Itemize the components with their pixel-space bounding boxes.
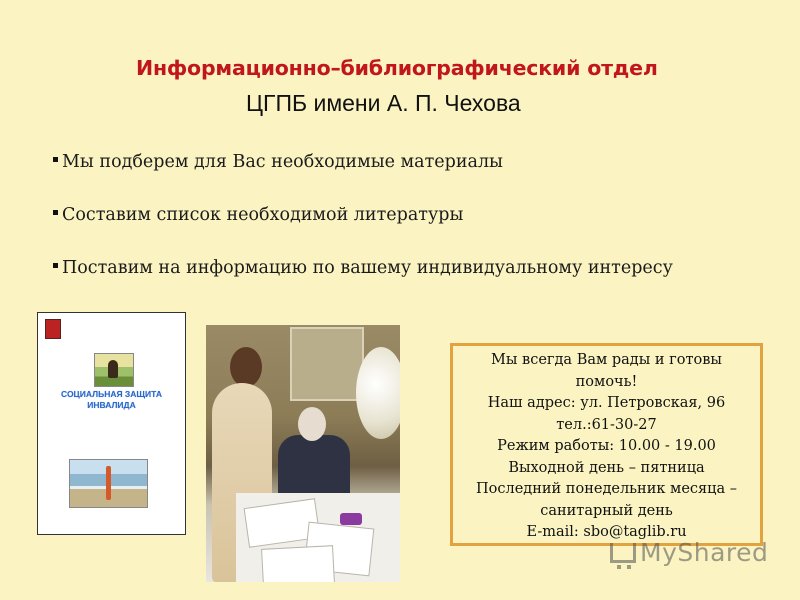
brochure-bottom-photo [69, 459, 148, 508]
address-line: Наш адрес: ул. Петровская, 96 [487, 395, 726, 411]
info-line: Мы всегда Вам рады и готовы [491, 352, 722, 368]
photo-paper [261, 545, 335, 582]
brochure-title [42, 389, 181, 411]
contact-info-box [450, 343, 763, 546]
cart-icon [610, 543, 636, 563]
bullet-item: Составим список необходимой литературы [52, 201, 673, 229]
watermark-text: MyShared [640, 538, 769, 567]
hours-line: Режим работы: 10.00 - 19.00 [497, 438, 716, 454]
phone-line: тел.:61-30-27 [556, 416, 657, 433]
slide-subtitle: ЦГПБ имени А. П. Чехова [246, 90, 521, 116]
info-line: помочь! [575, 373, 638, 390]
bullet-item: Поставим на информацию по вашему индивидуальному интересу [52, 254, 673, 282]
sanitary-day-line: Последний понедельник месяца – [475, 481, 738, 497]
photo-flowers [356, 347, 400, 439]
brochure-title-line: СОЦИАЛЬНАЯ ЗАЩИТА [61, 389, 162, 399]
brochure-cover-image [37, 312, 186, 535]
slide-title: Информационно–библиографический отдел [136, 56, 658, 80]
brochure-title-line: ИНВАЛИДА [87, 400, 136, 410]
bullet-list [52, 148, 673, 307]
bullet-item: Мы подберем для Вас необходимые материалы [52, 148, 673, 176]
myshared-watermark [610, 538, 768, 567]
brochure-top-photo [94, 353, 134, 387]
photo-window [290, 327, 364, 401]
day-off-line: Выходной день – пятница [508, 459, 705, 476]
library-logo [45, 319, 61, 339]
library-photo [206, 325, 400, 582]
email-link[interactable]: E-mail: sbo@taglib.ru [526, 524, 687, 540]
photo-person [230, 347, 262, 387]
sanitary-day-line: санитарный день [540, 502, 673, 519]
photo-object [340, 513, 362, 525]
photo-person [298, 407, 326, 441]
